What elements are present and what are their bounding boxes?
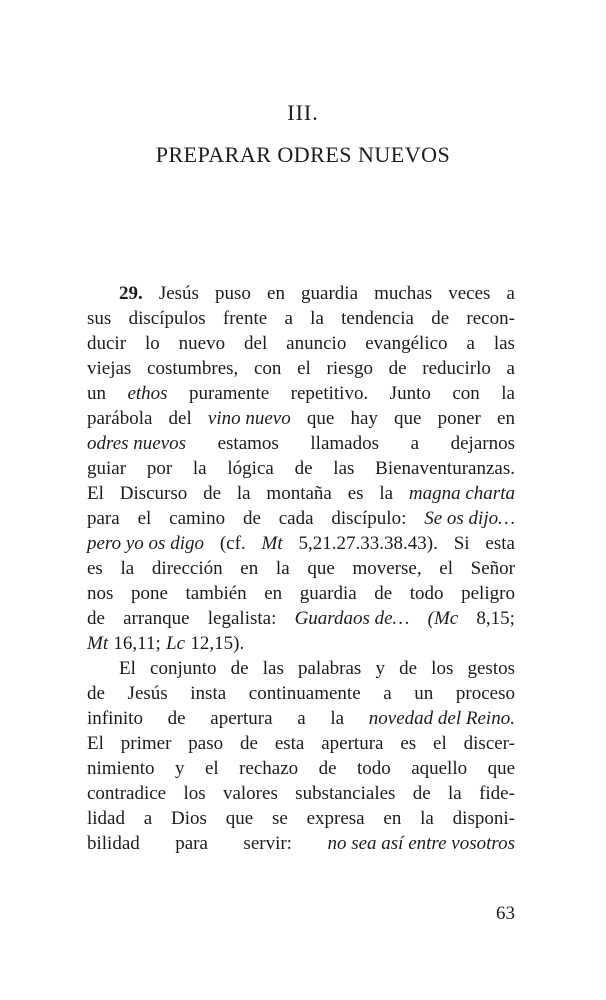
bible-book-ref: Mt xyxy=(87,633,109,654)
word: 8,15; xyxy=(476,608,515,629)
text-line xyxy=(87,706,515,731)
word: las xyxy=(262,658,284,679)
word: aquello xyxy=(411,758,468,779)
word: de xyxy=(374,583,393,604)
word: lo xyxy=(144,333,160,354)
word: nos xyxy=(87,583,114,604)
text-line xyxy=(87,831,515,856)
word: insta xyxy=(190,683,227,704)
word: proceso xyxy=(455,683,515,704)
word: por xyxy=(146,458,173,479)
word: el xyxy=(204,758,219,779)
word: infinito xyxy=(87,708,143,729)
word: legalista: xyxy=(207,608,277,629)
word: de xyxy=(412,783,431,804)
word: que xyxy=(487,758,515,779)
text-line xyxy=(87,781,515,806)
text-line xyxy=(87,531,515,556)
word: guardia xyxy=(299,583,357,604)
word: a xyxy=(297,708,306,729)
word: la xyxy=(501,383,515,404)
text-line xyxy=(87,281,515,306)
word: reducirlo xyxy=(422,358,491,379)
word: los xyxy=(431,658,454,679)
word: Señor xyxy=(470,558,515,579)
word: apertura xyxy=(321,733,384,754)
page-number: 63 xyxy=(496,903,515,924)
text-line xyxy=(87,306,515,331)
word: que xyxy=(394,408,422,429)
word: Jesús xyxy=(127,683,168,704)
word: de xyxy=(431,308,450,329)
word: disponi- xyxy=(452,808,515,829)
text-line xyxy=(87,606,515,631)
word: de xyxy=(167,708,186,729)
text-line xyxy=(87,731,515,756)
body-text xyxy=(87,281,515,856)
bible-book-ref: Mt xyxy=(261,533,283,554)
word: ducir xyxy=(87,333,127,354)
text-line xyxy=(87,331,515,356)
word: conjunto xyxy=(150,658,217,679)
word: tendencia xyxy=(341,308,414,329)
word: esta xyxy=(485,533,515,554)
text-line xyxy=(87,556,515,581)
word: recon- xyxy=(466,308,515,329)
word: 16,11; xyxy=(113,633,161,654)
italic-term: vino nuevo xyxy=(207,408,291,429)
italic-quote: Se os dijo… xyxy=(424,508,515,529)
word: primer xyxy=(120,733,172,754)
chapter-title: PREPARAR ODRES NUEVOS xyxy=(155,142,451,167)
word: todo xyxy=(409,583,444,604)
italic-term: ethos xyxy=(127,383,168,404)
word: guiar xyxy=(87,458,127,479)
word: substanciales xyxy=(295,783,396,804)
word: de xyxy=(318,758,337,779)
word: fide- xyxy=(479,783,515,804)
text-line xyxy=(87,456,515,481)
word: nuevo xyxy=(178,333,226,354)
word: anuncio xyxy=(286,333,347,354)
italic-term: magna charta xyxy=(408,483,515,504)
word: con xyxy=(254,358,282,379)
word: rechazo xyxy=(239,758,299,779)
word: las xyxy=(493,333,515,354)
word: 12,15). xyxy=(190,633,245,654)
word: Jesús xyxy=(158,283,199,304)
word: un xyxy=(87,383,106,404)
text-line xyxy=(87,631,515,656)
word: la xyxy=(120,558,135,579)
word: de xyxy=(203,483,222,504)
word: viejas xyxy=(87,358,132,379)
word: para xyxy=(175,833,208,854)
word: a xyxy=(383,683,392,704)
word: de xyxy=(87,608,105,629)
word: cada xyxy=(278,508,314,529)
word: llamados xyxy=(310,433,380,454)
word: en xyxy=(497,408,515,429)
word: puso xyxy=(215,283,251,304)
word: expresa xyxy=(306,808,365,829)
word: poner xyxy=(437,408,481,429)
italic-quote: no sea así entre vosotros xyxy=(327,833,515,854)
word: sus xyxy=(87,308,112,329)
word: a xyxy=(410,433,420,454)
word: de xyxy=(294,458,313,479)
text-line xyxy=(87,756,515,781)
word: la xyxy=(448,783,462,804)
word: repetitivo. xyxy=(290,383,369,404)
word: continuamente xyxy=(248,683,361,704)
word: dejarnos xyxy=(450,433,515,454)
word: estamos xyxy=(217,433,279,454)
chapter-number: III. xyxy=(287,100,319,125)
word: es xyxy=(347,483,364,504)
word: el xyxy=(297,358,311,379)
word: discer- xyxy=(463,733,515,754)
word: que xyxy=(307,558,335,579)
word: discípulo: xyxy=(331,508,407,529)
word: 5,21.27.33.38.43). xyxy=(298,533,438,554)
word: peligro xyxy=(461,583,515,604)
word: la xyxy=(420,808,434,829)
word: que xyxy=(306,408,335,429)
italic-quote: Guardaos de… xyxy=(294,608,410,629)
text-line xyxy=(87,681,515,706)
word: del xyxy=(244,333,268,354)
word: con xyxy=(452,383,480,404)
word: veces xyxy=(448,283,491,304)
text-line xyxy=(87,356,515,381)
word: la xyxy=(236,483,251,504)
word: de xyxy=(240,733,258,754)
text-line xyxy=(87,481,515,506)
word: parábola xyxy=(87,408,153,429)
word: El xyxy=(87,483,104,504)
word: paso xyxy=(188,733,224,754)
word: (cf. xyxy=(219,533,246,554)
word: servir: xyxy=(243,833,292,854)
word: bilidad xyxy=(87,833,140,854)
text-line xyxy=(87,431,515,456)
word: Discurso xyxy=(119,483,188,504)
word: evangélico xyxy=(365,333,448,354)
text-line xyxy=(87,381,515,406)
word: de xyxy=(230,658,249,679)
word: y xyxy=(375,658,385,679)
word: discípulos xyxy=(128,308,206,329)
word: el xyxy=(439,558,453,579)
word: hay xyxy=(350,408,378,429)
word: a xyxy=(506,283,515,304)
word: valores xyxy=(222,783,278,804)
word: a xyxy=(466,333,475,354)
word: que xyxy=(225,808,254,829)
word: es xyxy=(87,558,103,579)
italic-term: odres nuevos xyxy=(87,433,187,454)
word: los xyxy=(183,783,206,804)
word: a xyxy=(143,808,153,829)
word: de xyxy=(242,508,261,529)
word: apertura xyxy=(210,708,273,729)
word: a xyxy=(284,308,293,329)
word: esta xyxy=(274,733,305,754)
word: en xyxy=(267,283,285,304)
text-line xyxy=(87,581,515,606)
word: de xyxy=(399,658,418,679)
word: lógica xyxy=(227,458,274,479)
word: guardia xyxy=(301,283,359,304)
word: Si xyxy=(453,533,470,554)
word: todo xyxy=(356,758,391,779)
bible-book-ref: (Mc xyxy=(427,608,459,629)
word: del xyxy=(168,408,192,429)
word: Dios xyxy=(171,808,207,829)
word: es xyxy=(400,733,417,754)
text-line xyxy=(87,406,515,431)
text-line xyxy=(87,806,515,831)
word: se xyxy=(271,808,288,829)
word: Junto xyxy=(389,383,431,404)
word: de xyxy=(388,358,407,379)
paragraph-number: 29. xyxy=(119,283,143,304)
word: de xyxy=(87,683,105,704)
text-line xyxy=(87,506,515,531)
word: frente xyxy=(222,308,268,329)
word: para xyxy=(87,508,120,529)
word: camino xyxy=(169,508,226,529)
word: moverse, xyxy=(352,558,422,579)
word: El xyxy=(87,733,104,754)
word: puramente xyxy=(189,383,270,404)
word: lidad xyxy=(87,808,125,829)
word: las xyxy=(333,458,355,479)
word: costumbres, xyxy=(147,358,239,379)
word: en xyxy=(240,558,259,579)
word: también xyxy=(185,583,247,604)
word: contradice xyxy=(87,783,167,804)
word: muchas xyxy=(374,283,433,304)
word: la xyxy=(192,458,207,479)
word: el xyxy=(433,733,447,754)
word: la xyxy=(379,483,394,504)
word: en xyxy=(264,583,283,604)
italic-quote: pero yo os digo xyxy=(87,533,204,554)
word: montaña xyxy=(266,483,332,504)
word: pone xyxy=(130,583,168,604)
word: Bienaventuranzas. xyxy=(375,458,515,479)
word: gestos xyxy=(467,658,515,679)
word: dirección xyxy=(151,558,223,579)
italic-term: novedad del Reino. xyxy=(368,708,515,729)
word: arranque xyxy=(123,608,190,629)
word: la xyxy=(310,308,324,329)
word: El xyxy=(119,658,136,679)
word: el xyxy=(137,508,152,529)
word: palabras xyxy=(298,658,362,679)
word: la xyxy=(275,558,290,579)
word: riesgo xyxy=(326,358,373,379)
word: y xyxy=(175,758,185,779)
text-line xyxy=(87,656,515,681)
word: un xyxy=(414,683,434,704)
word: nimiento xyxy=(87,758,155,779)
word: a xyxy=(506,358,515,379)
word: en xyxy=(383,808,402,829)
word: la xyxy=(330,708,345,729)
bible-book-ref: Lc xyxy=(166,633,186,654)
